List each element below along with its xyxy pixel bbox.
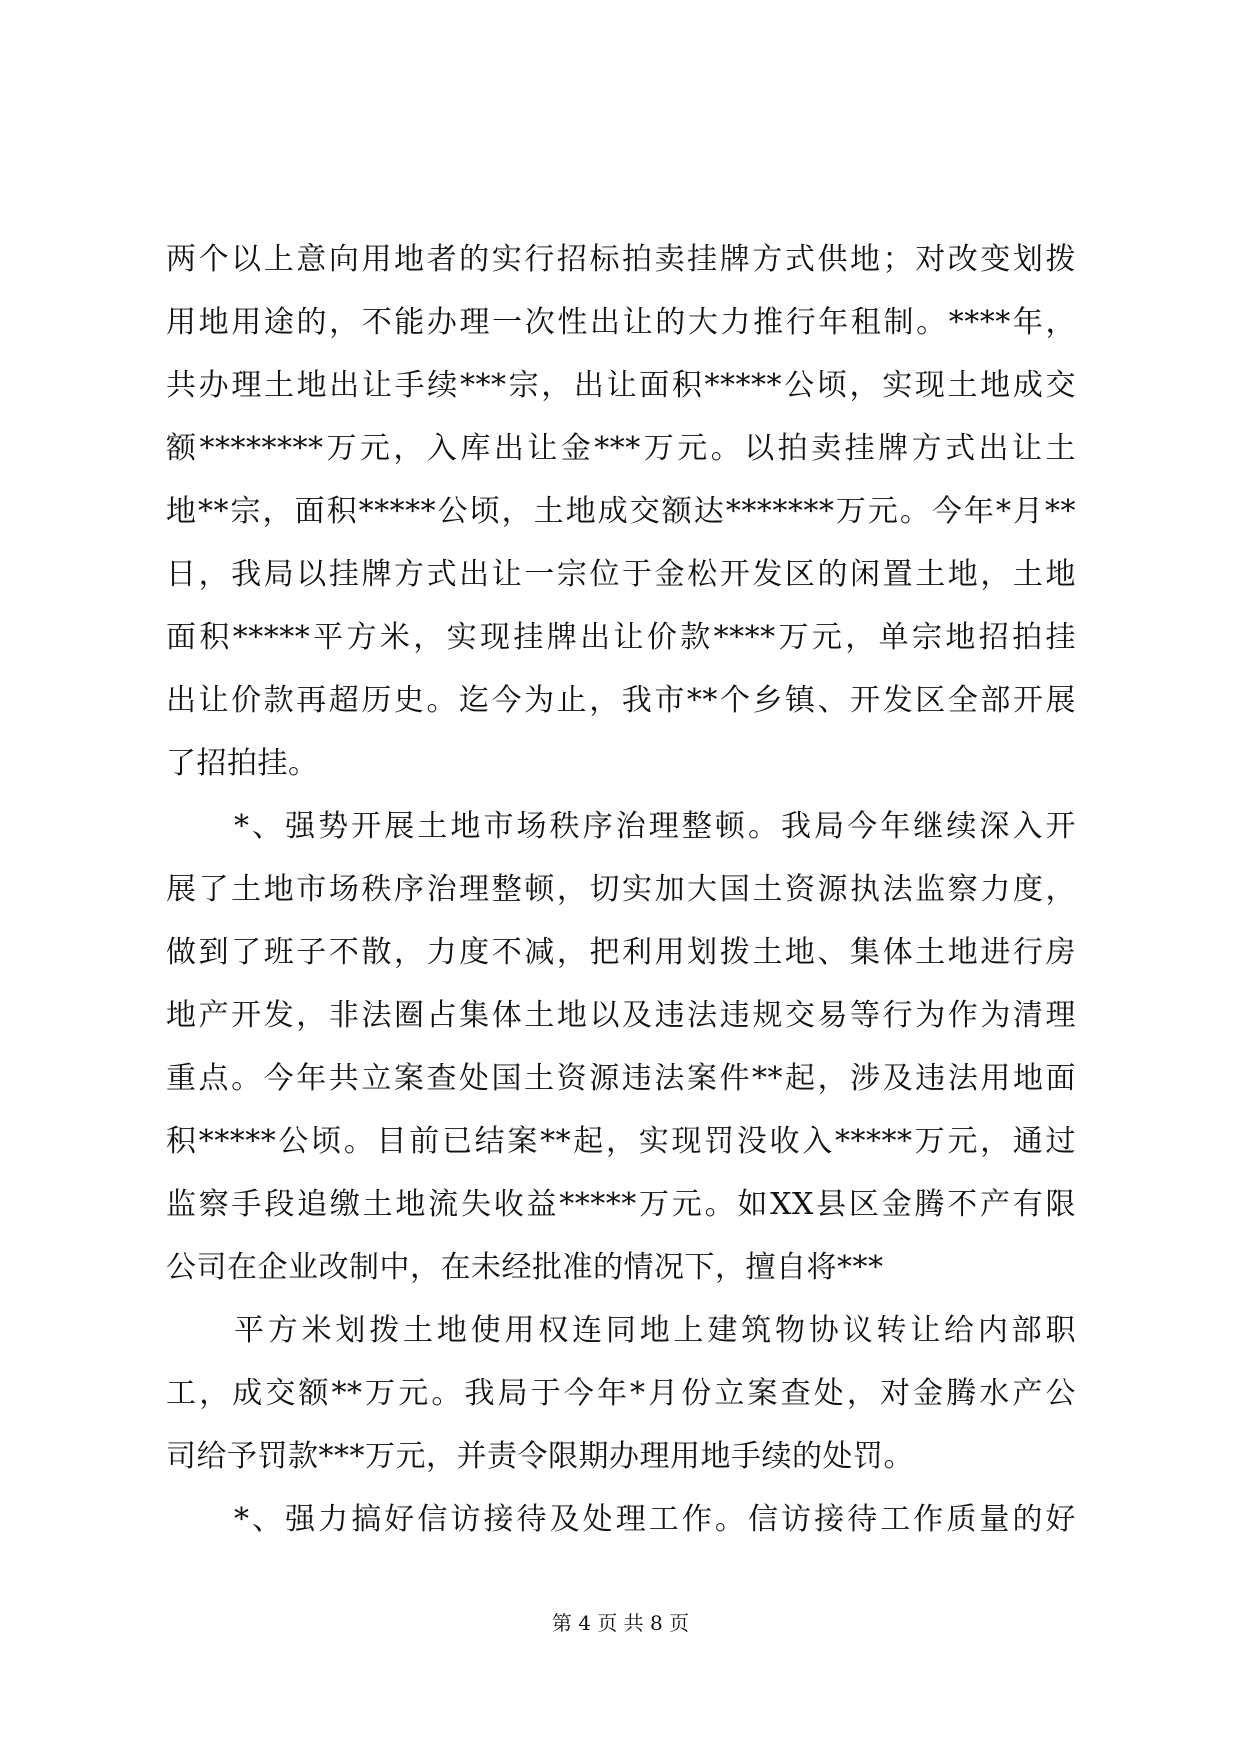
text-line: 地**宗，面积*****公顷，土地成交额达*******万元。今年*月**: [166, 494, 1076, 529]
paragraph-petition-work: [166, 1488, 1076, 1551]
text-line: 额********万元，入库出让金***万元。以拍卖挂牌方式出让土: [166, 431, 1076, 466]
text-line: 共办理土地出让手续***宗，出让面积*****公顷，实现土地成交: [166, 368, 1076, 403]
text-line: 日，我局以挂牌方式出让一宗位于金松开发区的闲置土地，土地: [166, 557, 1076, 592]
text-line: 平方米划拨土地使用权连同地上建筑物协议转让给内部职: [234, 1313, 1076, 1348]
paragraph-case-detail: [166, 1299, 1076, 1488]
text-line: 工，成交额**万元。我局于今年*月份立案查处，对金腾水产公: [166, 1376, 1076, 1411]
text-line: 积*****公顷。目前已结案**起，实现罚没收入*****万元，通过: [166, 1124, 1076, 1159]
text-line: 监察手段追缴土地流失收益*****万元。如XX县区金腾不产有限: [166, 1187, 1076, 1222]
text-line: 重点。今年共立案查处国土资源违法案件**起，涉及违法用地面: [166, 1061, 1076, 1096]
text-line: 做到了班子不散，力度不减，把利用划拨土地、集体土地进行房: [166, 935, 1076, 970]
text-line: 面积*****平方米，实现挂牌出让价款****万元，单宗地招拍挂: [166, 620, 1076, 655]
paragraph-market-order: [166, 795, 1076, 1299]
page-footer: [0, 1608, 1241, 1638]
paragraph-land-transfer: [166, 228, 1076, 795]
text-line: 用地用途的，不能办理一次性出让的大力推行年租制。****年，: [166, 305, 1076, 340]
text-line: 了招拍挂。: [166, 746, 319, 781]
page-number-label: 第 4 页 共 8 页: [551, 1611, 690, 1635]
document-body: [166, 228, 1076, 1551]
text-line: 出让价款再超历史。迄今为止，我市**个乡镇、开发区全部开展: [166, 683, 1076, 718]
text-line: *、强势开展土地市场秩序治理整顿。我局今年继续深入开: [234, 809, 1076, 844]
text-line: 公司在企业改制中，在未经批准的情况下，擅自将***: [166, 1250, 884, 1285]
text-line: 展了土地市场秩序治理整顿，切实加大国土资源执法监察力度，: [166, 872, 1076, 907]
text-line: 地产开发，非法圈占集体土地以及违法违规交易等行为作为清理: [166, 998, 1076, 1033]
text-line: 司给予罚款***万元，并责令限期办理用地手续的处罚。: [166, 1439, 914, 1474]
text-line: 两个以上意向用地者的实行招标拍卖挂牌方式供地；对改变划拨: [166, 242, 1076, 277]
text-line: *、强力搞好信访接待及处理工作。信访接待工作质量的好: [234, 1502, 1076, 1537]
